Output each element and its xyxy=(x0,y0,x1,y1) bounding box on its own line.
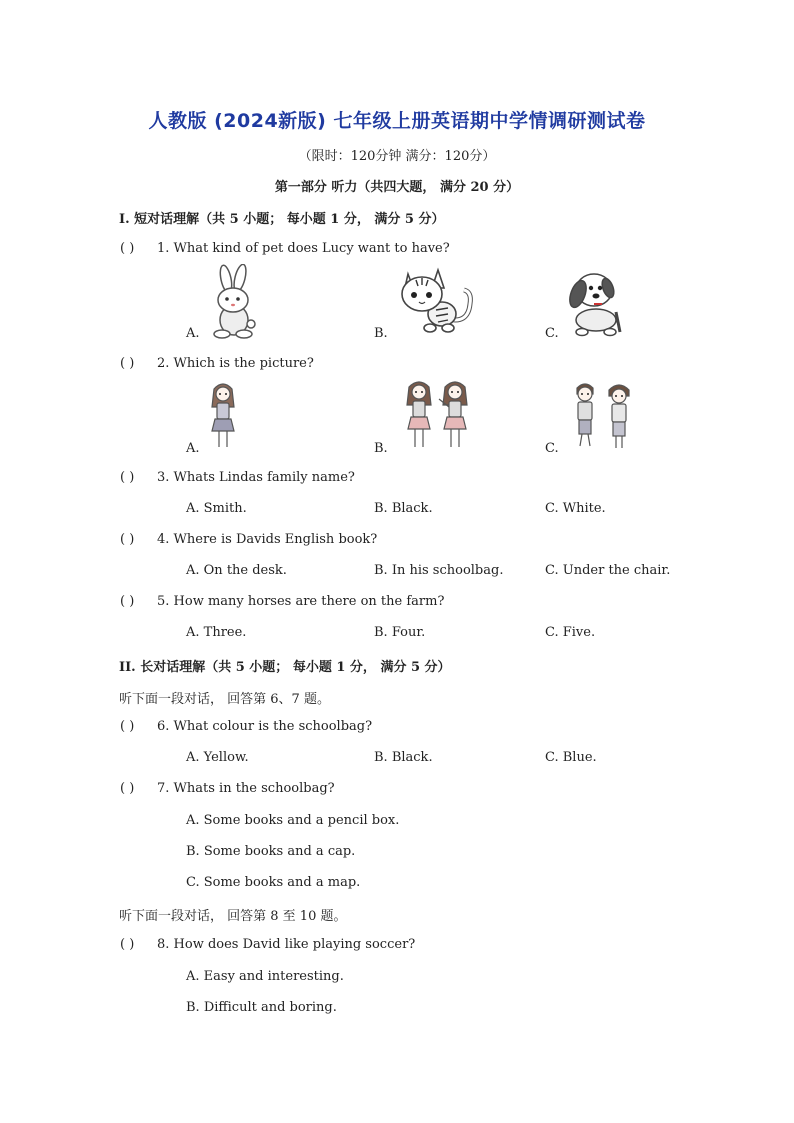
answer-blank[interactable]: ( ) xyxy=(120,781,135,796)
option-6c[interactable]: C. Blue. xyxy=(545,750,597,765)
option-3b[interactable]: B. Black. xyxy=(374,501,433,516)
option-5c[interactable]: C. Five. xyxy=(545,625,596,640)
answer-blank[interactable]: ( ) xyxy=(120,470,135,485)
question-5: 5. How many horses are there on the farm? xyxy=(157,594,445,609)
section-heading-2: II. 长对话理解（共 5 小题； 每小题 1 分， 满分 5 分） xyxy=(119,660,451,675)
option-5b[interactable]: B. Four. xyxy=(374,625,426,640)
option-7b[interactable]: B. Some books and a cap. xyxy=(186,844,356,859)
answer-blank[interactable]: ( ) xyxy=(120,241,135,256)
answer-blank[interactable]: ( ) xyxy=(120,532,135,547)
page-title: 人教版 (2024新版) 七年级上册英语期中学情调研测试卷 xyxy=(148,110,646,132)
option-5a[interactable]: A. Three. xyxy=(186,625,247,640)
two-girls-image xyxy=(403,379,471,453)
option-2a[interactable]: A. xyxy=(186,441,200,456)
dog-image xyxy=(564,266,624,338)
question-2: 2. Which is the picture? xyxy=(157,356,314,371)
option-2c[interactable]: C. xyxy=(545,441,559,456)
cat-image xyxy=(398,264,478,334)
answer-blank[interactable]: ( ) xyxy=(120,356,135,371)
option-7a[interactable]: A. Some books and a pencil box. xyxy=(186,813,400,828)
question-4: 4. Where is Davids English book? xyxy=(157,532,378,547)
option-6a[interactable]: A. Yellow. xyxy=(186,750,249,765)
section-heading-1: I. 短对话理解（共 5 小题； 每小题 1 分， 满分 5 分） xyxy=(119,212,445,227)
option-2b[interactable]: B. xyxy=(374,441,388,456)
option-1c[interactable]: C. xyxy=(545,326,559,341)
option-3c[interactable]: C. White. xyxy=(545,501,606,516)
boy-and-girl-image xyxy=(571,382,635,450)
part-heading: 第一部分 听力（共四大题， 满分 20 分） xyxy=(274,180,520,195)
option-4c[interactable]: C. Under the chair. xyxy=(545,563,671,578)
instruction-1: 听下面一段对话， 回答第 6、7 题。 xyxy=(119,692,330,707)
option-4a[interactable]: A. On the desk. xyxy=(186,563,287,578)
question-3: 3. Whats Lindas family name? xyxy=(157,470,355,485)
rabbit-image xyxy=(206,264,264,340)
option-8b[interactable]: B. Difficult and boring. xyxy=(186,1000,337,1015)
question-1: 1. What kind of pet does Lucy want to have? xyxy=(157,241,450,256)
option-6b[interactable]: B. Black. xyxy=(374,750,433,765)
answer-blank[interactable]: ( ) xyxy=(120,937,135,952)
option-3a[interactable]: A. Smith. xyxy=(186,501,247,516)
option-7c[interactable]: C. Some books and a map. xyxy=(186,875,361,890)
answer-blank[interactable]: ( ) xyxy=(120,719,135,734)
option-1a[interactable]: A. xyxy=(186,326,200,341)
instruction-2: 听下面一段对话， 回答第 8 至 10 题。 xyxy=(119,909,347,924)
option-4b[interactable]: B. In his schoolbag. xyxy=(374,563,504,578)
option-8a[interactable]: A. Easy and interesting. xyxy=(186,969,344,984)
answer-blank[interactable]: ( ) xyxy=(120,594,135,609)
question-6: 6. What colour is the schoolbag? xyxy=(157,719,373,734)
question-7: 7. Whats in the schoolbag? xyxy=(157,781,335,796)
question-8: 8. How does David like playing soccer? xyxy=(157,937,416,952)
girl-image xyxy=(206,381,240,453)
option-1b[interactable]: B. xyxy=(374,326,388,341)
exam-limits: （限时：120分钟 满分：120分） xyxy=(298,149,496,164)
